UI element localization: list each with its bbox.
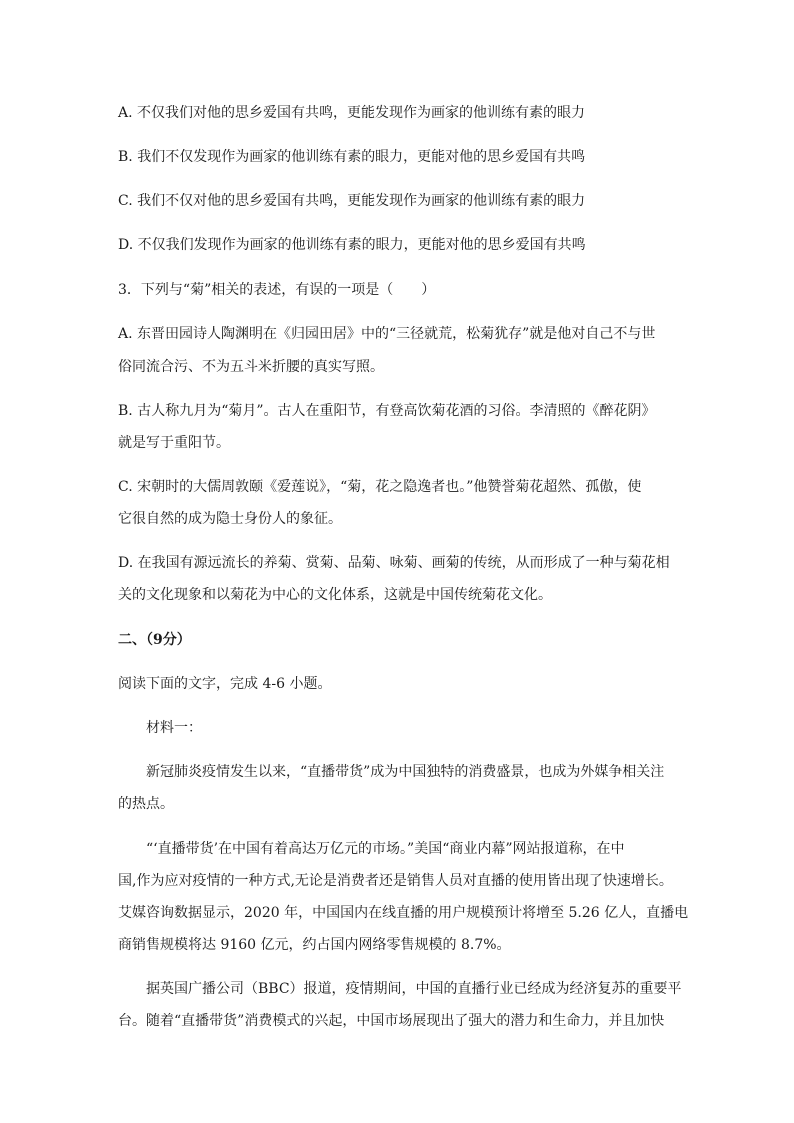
question2-option-c: C. 我们不仅对他的思乡爱国有共鸣，更能发现作为画家的他训练有素的眼力 xyxy=(118,193,586,209)
question3-option-c-line2: 它很自然的成为隐士身份人的象征。 xyxy=(118,511,342,527)
question3-option-d-line1: D. 在我国有源远流长的养菊、赏菊、品菊、咏菊、画菊的传统，从而形成了一种与菊花相 xyxy=(118,555,670,571)
section2-instruction: 阅读下面的文字，完成 4-6 小题。 xyxy=(118,676,332,692)
para3-line2: 台。随着“直播带货”消费模式的兴起，中国市场展现出了强大的潜力和生命力，并且加快 xyxy=(118,1013,665,1029)
question3-option-b-line1: B. 古人称九月为“菊月”。古人在重阳节，有登高饮菊花酒的习俗。李清照的《醉花阴》 xyxy=(118,403,656,419)
question3-option-c-line1: C. 宋朝时的大儒周敦颐《爱莲说》，“菊，花之隐逸者也。”他赞誉菊花超然、孤傲，使 xyxy=(118,479,642,495)
section2-heading: 二、（9分） xyxy=(118,632,191,648)
question2-option-b: B. 我们不仅发现作为画家的他训练有素的眼力，更能对他的思乡爱国有共鸣 xyxy=(118,149,586,165)
material-label: 材料一： xyxy=(146,720,202,736)
question2-option-a: A. 不仅我们对他的思乡爱国有共鸣，更能发现作为画家的他训练有素的眼力 xyxy=(118,105,586,121)
para2-line3: 艾媒咨询数据显示，2020 年，中国国内在线直播的用户规模预计将增至 5.26 亿人，直播电 xyxy=(118,905,689,921)
para3-line1: 据英国广播公司（BBC）报道，疫情期间，中国的直播行业已经成为经济复苏的重要平 xyxy=(146,981,682,997)
question3-option-a-line2: 俗同流合污、不为五斗米折腰的真实写照。 xyxy=(118,359,384,375)
para2-line4: 商销售规模将达 9160 亿元，约占国内网络零售规模的 8.7%。 xyxy=(118,937,511,953)
para2-line1: “‘直播带货’在中国有着高达万亿元的市场。”美国“商业内幕”网站报道称，在中 xyxy=(146,841,625,857)
question3-stem: 3．下列与“菊”相关的表述，有误的一项是（ ） xyxy=(118,282,436,298)
question3-option-b-line2: 就是写于重阳节。 xyxy=(118,435,230,451)
para1-line1: 新冠肺炎疫情发生以来，“直播带货”成为中国独特的消费盛景，也成为外媒争相关注 xyxy=(146,764,665,780)
para2-line2: 国,作为应对疫情的一种方式,无论是消费者还是销售人员对直播的使用皆出现了快速增长。 xyxy=(118,873,673,889)
para1-line2: 的热点。 xyxy=(118,796,174,812)
question2-option-d: D. 不仅我们发现作为画家的他训练有素的眼力，更能对他的思乡爱国有共鸣 xyxy=(118,237,586,253)
question3-option-a-line1: A. 东晋田园诗人陶渊明在《归园田居》中的“三径就荒，松菊犹存”就是他对自己不与世 xyxy=(118,326,656,342)
question3-option-d-line2: 关的文化现象和以菊花为中心的文化体系，这就是中国传统菊花文化。 xyxy=(118,587,552,603)
